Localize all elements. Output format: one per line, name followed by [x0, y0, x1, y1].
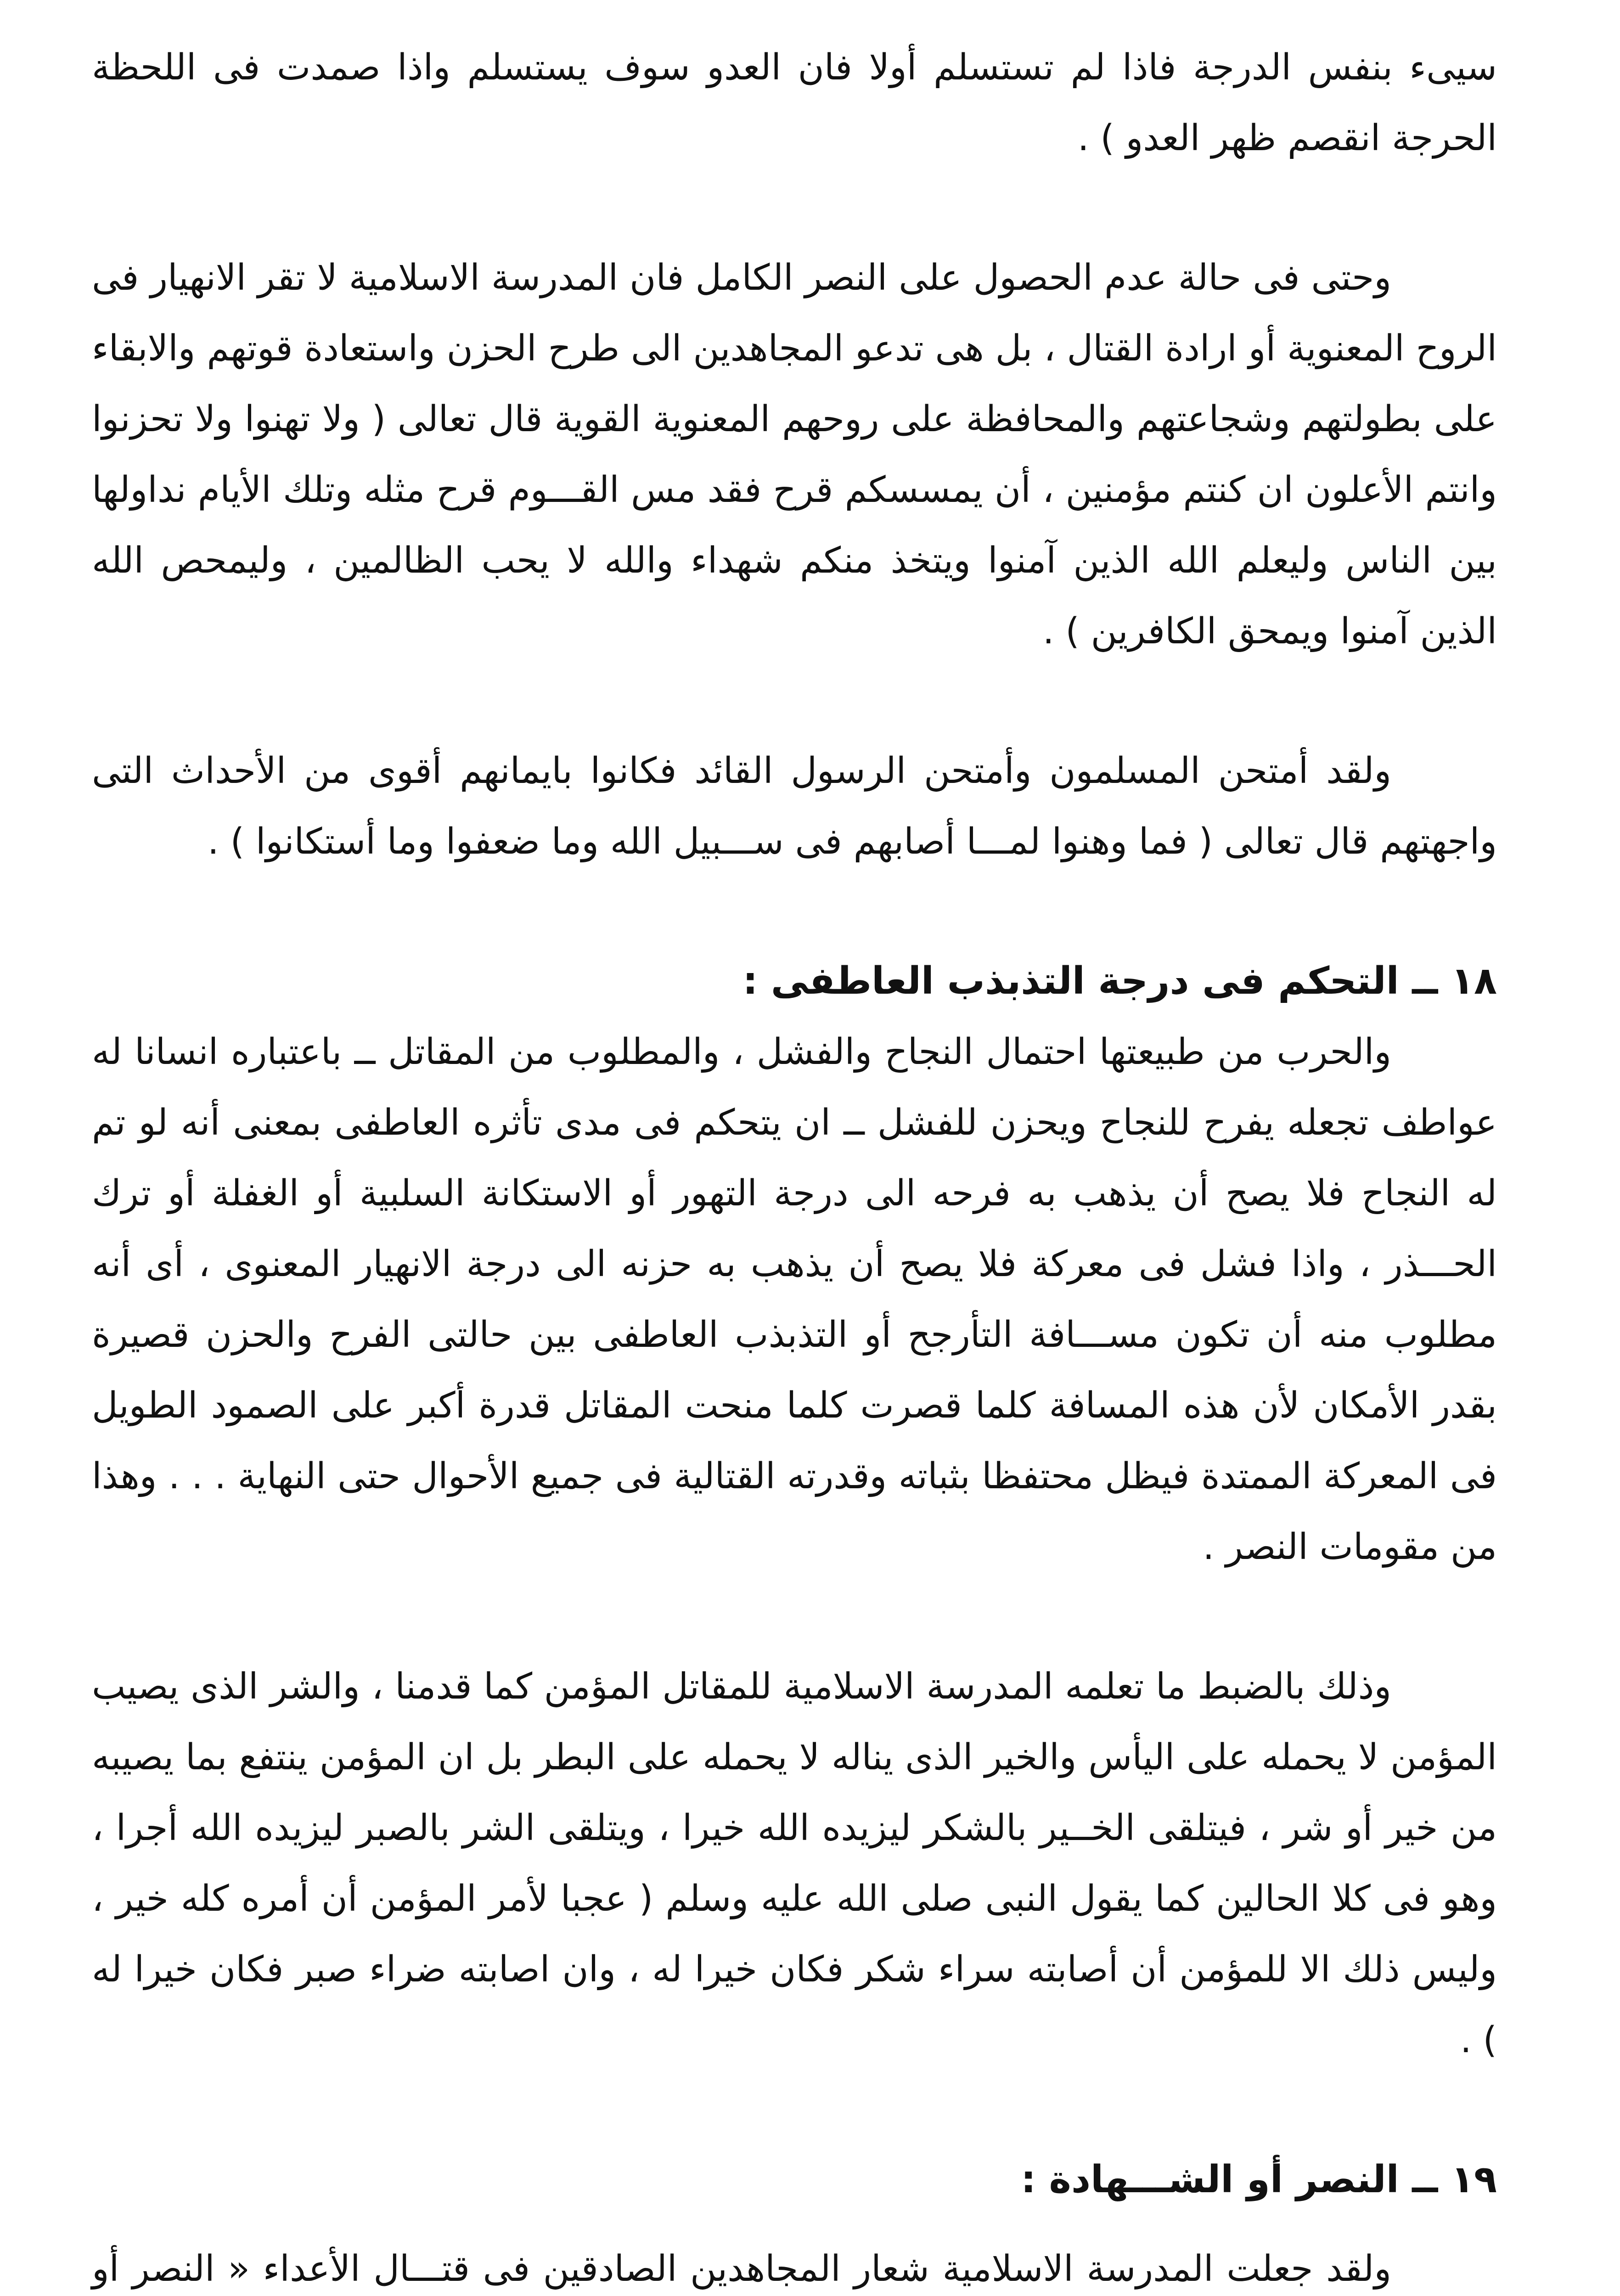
- heading-gap: [92, 2215, 1497, 2234]
- paragraph-muslims-tested: ولقد أمتحن المسلمون وأمتحن الرسول القائد فكانوا بايمانهم أقوى من الأحداث التى واجهتهم قال تعالى ( فما وهنوا لمـــا أصابهم فى ســـبيل الله وما ضعفوا وما أستكانوا ) .: [92, 750, 1497, 862]
- section-heading-19: ١٩ ــ النصر أو الشـــهادة :: [1021, 2158, 1497, 2201]
- section-gap: [92, 877, 1497, 946]
- paragraph-emotional-control: والحرب من طبيعتها احتمال النجاح والفشل ، والمطلوب من المقاتل ــ باعتباره انسانا له عواطف تجعله يفرح للنجاح ويحزن للفشل ــ ان يتحكم فى مدى تأثره العاطفى بمعنى أنه لو تم له النجاح فلا يصح أن يذهب به فرحه الى درجة التهور أو الاستكانة السلبية أو الغفلة أو ترك الحـــذر ، واذا فشل فى معركة فلا يصح أن يذهب به حزنه الى درجة الانهيار المعنوى ، أى أنه مطلوب منه أن تكون مســـافة التأرجح أو التذبذب العاطفى بين حالتى الفرح والحزن قصيرة بقدر الأمكان لأن هذه المسافة كلما قصرت كلما منحت المقاتل قدرة أكبر على الصمود الطويل فى المعركة الممتدة فيظل محتفظا بثباته وقدرته القتالية فى جميع الأحوال حتى النهاية . . . وهذا من مقومات النصر .: [92, 1031, 1497, 1568]
- paragraph-gap: [92, 174, 1497, 242]
- paragraph-victory-or-martyrdom: ولقد جعلت المدرسة الاسلامية شعار المجاهدين الصادقين فى قتـــال الأعداء « النصر أو: [92, 2248, 1391, 2290]
- paragraph-gap: [92, 667, 1497, 736]
- paragraph-islamic-school: وحتى فى حالة عدم الحصول على النصر الكامل فان المدرسة الاسلامية لا تقر الانهيار فى الروح المعنوية أو ارادة القتال ، بل هى تدعو المجاهدين الى طرح الحزن واستعادة قوتهم والابقاء على بطولتهم وشجاعتهم والمحافظة على روحهم المعنوية القوية قال تعالى ( ولا تهنوا ولا تحزنوا وانتم الأعلون ان كنتم مؤمنين ، أن يمسسكم قرح فقد مس القـــوم قرح مثله وتلك الأيام نداولها بين الناس وليعلم الله الذين آمنوا ويتخذ منكم شهداء والله لا يحب الظالمين ، وليمحص الله الذين آمنوا ويمحق الكافرين ) .: [92, 257, 1497, 652]
- section-gap: [92, 2076, 1497, 2144]
- paragraph-believer-teaching: وذلك بالضبط ما تعلمه المدرسة الاسلامية للمقاتل المؤمن كما قدمنا ، والشر الذى يصيب المؤمن لا يحمله على اليأس والخير الذى يناله لا يحمله على البطر بل ان المؤمن ينتفع بما يصيبه من خير أو شر ، فيتلقى الخــير بالشكر ليزيده الله خيرا ، ويتلقى الشر بالصبر ليزيده الله أجرا ، وهو فى كلا الحالين كما يقول النبى صلى الله عليه وسلم ( عجبا لأمر المؤمن أن أمره كله خير ، وليس ذلك الا للمؤمن أن أصابته سراء شكر فكان خيرا له ، وان اصابته ضراء صبر فكان خيرا له ) .: [92, 1666, 1497, 2061]
- section-heading-18: ١٨ ــ التحكم فى درجة التذبذب العاطفى :: [742, 959, 1497, 1003]
- document-page: [92, 32, 1497, 2296]
- paragraph-gap: [92, 1582, 1497, 1651]
- paragraph-continuation: سيىء بنفس الدرجة فاذا لم تستسلم أولا فان العدو سوف يستسلم واذا صمدت فى اللحظة الحرجة انقصم ظهر العدو ) .: [92, 47, 1497, 159]
